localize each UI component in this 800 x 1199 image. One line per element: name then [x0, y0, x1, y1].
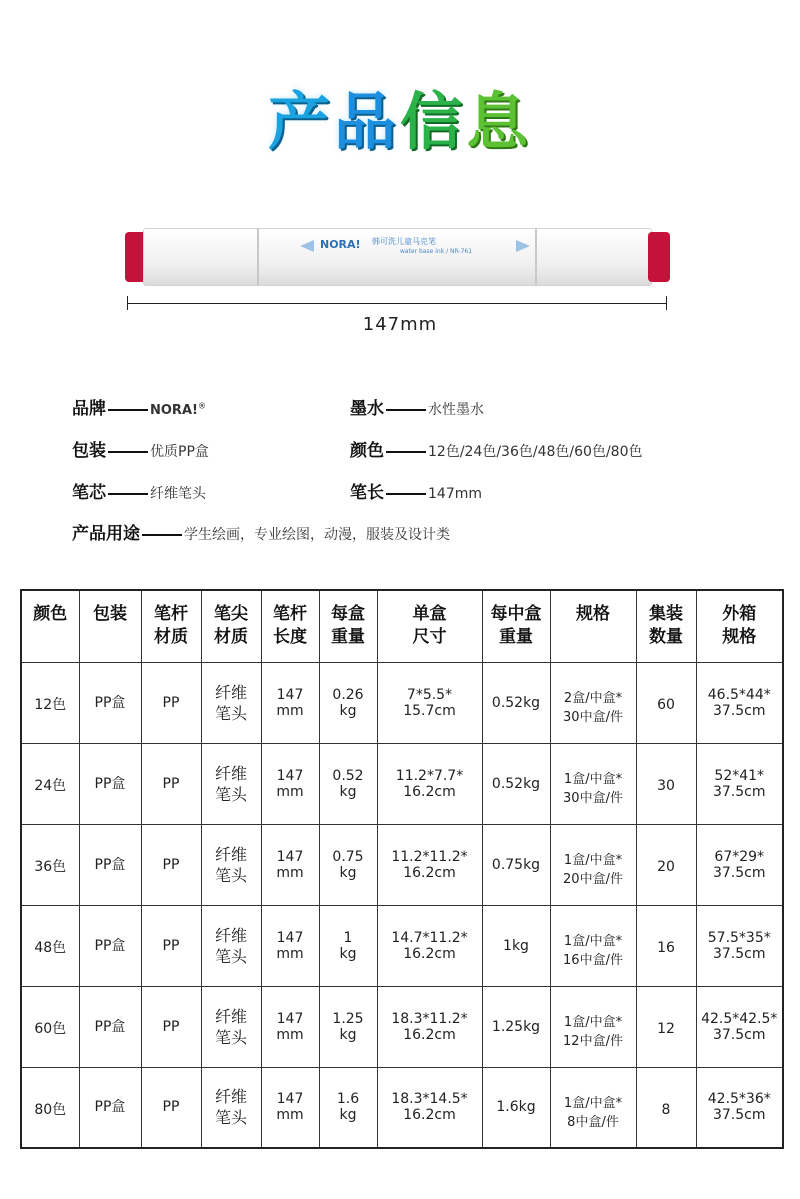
table-cell: [261, 986, 319, 1067]
cell-text: 1盒/中盒*: [563, 1095, 623, 1111]
marker-cap-right: [648, 232, 670, 282]
marker-pen-image: [125, 226, 670, 288]
table-cell: [319, 905, 377, 986]
page-title: [0, 72, 800, 161]
cell-text: 0.52: [332, 767, 364, 784]
table-cell: [550, 743, 636, 824]
cell-text: 1: [343, 929, 353, 946]
cell-text: 24色: [34, 777, 67, 794]
cell-text: 67*29*: [714, 848, 765, 865]
info-ink: [350, 394, 484, 419]
header-line: 外箱: [722, 604, 757, 625]
info-value: 12色/24色/36色/48色/60色/80色: [428, 444, 643, 460]
header-line: 数量: [649, 627, 683, 648]
table-cell: [636, 662, 696, 743]
table-cell: [482, 986, 550, 1067]
cell-text: 18.3*14.5*: [391, 1091, 468, 1108]
table-row: [21, 986, 783, 1067]
table-cell: [377, 986, 482, 1067]
table-cell: [377, 905, 482, 986]
info-value: 纤维笔头: [150, 486, 206, 502]
info-value: 优质PP盒: [150, 444, 209, 460]
table-cell: [696, 824, 783, 905]
table-header-cell: [141, 590, 201, 662]
cell-text: 60: [657, 696, 675, 713]
cell-text: 纤维: [214, 682, 247, 702]
table-cell: [636, 824, 696, 905]
table-header-cell: [636, 590, 696, 662]
table-cell: [261, 1067, 319, 1148]
cell-text: PP盒: [94, 856, 126, 873]
cell-text: 60色: [34, 1020, 67, 1037]
cell-text: 80色: [34, 1101, 67, 1118]
table-row: [21, 905, 783, 986]
cell-text: 纤维: [214, 1006, 247, 1026]
cell-text: PP: [162, 937, 180, 954]
table-header-row: [21, 590, 783, 662]
table-cell: [550, 905, 636, 986]
table-cell: [696, 1067, 783, 1148]
table-cell: [377, 1067, 482, 1148]
cell-text: 147: [276, 1010, 304, 1027]
table-cell: [482, 743, 550, 824]
dimension-line: [127, 303, 667, 304]
table-row: [21, 824, 783, 905]
info-brand: [72, 394, 206, 419]
table-cell: [319, 1067, 377, 1148]
cell-text: kg: [339, 945, 357, 962]
header-line: 集装: [649, 604, 683, 625]
table-cell: [79, 905, 141, 986]
cell-text: 11.2*7.7*: [395, 767, 464, 784]
cell-text: 37.5cm: [712, 1026, 766, 1043]
table-cell: [141, 905, 201, 986]
info-color: [350, 436, 642, 461]
info-length: [350, 478, 482, 503]
cell-text: kg: [339, 1026, 357, 1043]
cell-text: 16中盒/件: [563, 952, 623, 968]
info-use: [72, 519, 450, 544]
cell-text: 1kg: [503, 937, 529, 954]
table-cell: [482, 662, 550, 743]
cell-text: 147: [276, 848, 304, 865]
info-label: 品牌: [72, 399, 106, 419]
info-value: 水性墨水: [428, 402, 484, 418]
cell-text: 147: [276, 686, 304, 703]
header-line: 笔尖: [214, 604, 248, 625]
table-cell: [696, 986, 783, 1067]
cell-text: 16.2cm: [403, 864, 456, 881]
cell-text: 8中盒/件: [567, 1114, 619, 1130]
table-cell: [79, 662, 141, 743]
cell-text: PP盒: [94, 694, 126, 711]
cell-text: 11.2*11.2*: [391, 848, 468, 865]
cell-text: PP盒: [94, 1099, 126, 1116]
cell-text: 0.26: [332, 686, 364, 703]
cell-text: 笔头: [214, 865, 247, 885]
table-header-cell: [201, 590, 261, 662]
table-cell: [550, 662, 636, 743]
cell-text: PP盒: [94, 937, 126, 954]
cell-text: 笔头: [214, 1027, 247, 1047]
marker-brand: NORA!: [320, 238, 361, 251]
table-cell: [201, 662, 261, 743]
table-cell: [201, 905, 261, 986]
cell-text: 12: [657, 1020, 675, 1037]
title-char: 信: [400, 85, 467, 158]
cell-text: 16.2cm: [403, 1107, 456, 1124]
header-line: 规格: [576, 604, 610, 624]
header-line: 包装: [93, 604, 127, 624]
table-cell: [482, 905, 550, 986]
info-label: 笔芯: [72, 483, 106, 503]
header-line: 长度: [273, 627, 307, 648]
table-cell: [261, 905, 319, 986]
table-cell: [21, 905, 79, 986]
table-cell: [319, 986, 377, 1067]
header-line: 规格: [722, 627, 757, 648]
cell-text: 48色: [34, 939, 67, 956]
cell-text: 12中盒/件: [563, 1033, 623, 1049]
cell-text: PP: [162, 694, 180, 711]
cell-text: 37.5cm: [712, 864, 766, 881]
cell-text: 18.3*11.2*: [391, 1010, 468, 1027]
cell-text: PP: [162, 856, 180, 873]
table-header-cell: [550, 590, 636, 662]
cell-text: 42.5*36*: [707, 1091, 771, 1108]
cell-text: 42.5*42.5*: [701, 1010, 778, 1027]
table-cell: [377, 824, 482, 905]
cell-text: 纤维: [214, 763, 247, 783]
cell-text: 纤维: [214, 1087, 247, 1107]
cell-text: PP: [162, 1099, 180, 1116]
cell-text: 16: [657, 939, 675, 956]
table-cell: [550, 986, 636, 1067]
table-header-cell: [696, 590, 783, 662]
cell-text: 147: [276, 767, 304, 784]
table-cell: [141, 1067, 201, 1148]
cell-text: 0.52kg: [491, 775, 541, 792]
title-char: 产: [267, 85, 334, 158]
cell-text: 30中盒/件: [563, 790, 623, 806]
cell-text: mm: [276, 945, 304, 962]
cell-text: mm: [276, 1107, 304, 1124]
table-header-cell: [261, 590, 319, 662]
info-label: 产品用途: [72, 524, 140, 544]
table-cell: [696, 662, 783, 743]
cell-text: mm: [276, 864, 304, 881]
spec-table: [20, 589, 784, 1149]
cell-text: mm: [276, 1026, 304, 1043]
table-cell: [319, 662, 377, 743]
table-header-cell: [482, 590, 550, 662]
cell-text: PP盒: [94, 775, 126, 792]
table-header-cell: [21, 590, 79, 662]
cell-text: 0.75: [332, 848, 364, 865]
info-label: 墨水: [350, 399, 384, 419]
table-row: [21, 743, 783, 824]
marker-seam: [535, 228, 537, 286]
cell-text: 37.5cm: [712, 945, 766, 962]
table-cell: [636, 1067, 696, 1148]
table-cell: [319, 824, 377, 905]
table-cell: [696, 743, 783, 824]
header-line: 重量: [499, 627, 533, 648]
cell-text: 纤维: [214, 925, 247, 945]
table-header-cell: [377, 590, 482, 662]
cell-text: 37.5cm: [712, 702, 766, 719]
table-cell: [21, 1067, 79, 1148]
header-line: 颜色: [33, 604, 68, 624]
cell-text: 8: [661, 1101, 671, 1118]
cell-text: 笔头: [214, 946, 247, 966]
info-value: 147mm: [428, 486, 482, 502]
cell-text: PP: [162, 1018, 180, 1035]
cell-text: 笔头: [214, 703, 247, 723]
table-cell: [201, 986, 261, 1067]
table-cell: [21, 824, 79, 905]
table-cell: [201, 1067, 261, 1148]
cell-text: 57.5*35*: [707, 929, 771, 946]
title-char: 品: [333, 85, 400, 158]
cell-text: PP盒: [94, 1018, 126, 1035]
info-pack: [72, 436, 209, 461]
cell-text: 1.25: [332, 1010, 364, 1027]
info-label: 包装: [72, 441, 106, 461]
marker-seam: [257, 228, 259, 286]
table-cell: [141, 662, 201, 743]
table-cell: [141, 743, 201, 824]
cell-text: 147: [276, 1091, 304, 1108]
table-cell: [636, 743, 696, 824]
info-value: NORA!: [150, 403, 198, 418]
cell-text: 1盒/中盒*: [563, 1014, 623, 1030]
cell-text: kg: [339, 1107, 357, 1124]
table-row: [21, 662, 783, 743]
cell-text: 14.7*11.2*: [391, 929, 468, 946]
table-cell: [261, 743, 319, 824]
cell-text: 37.5cm: [712, 1107, 766, 1124]
cell-text: 7*5.5*: [406, 686, 453, 703]
cell-text: kg: [339, 702, 357, 719]
cell-text: 147: [276, 929, 304, 946]
table-cell: [201, 824, 261, 905]
header-line: 每中盒: [490, 604, 542, 625]
table-row: [21, 1067, 783, 1148]
info-label: 颜色: [350, 441, 384, 461]
cell-text: 笔头: [214, 784, 247, 804]
cell-text: 2盒/中盒*: [563, 690, 623, 706]
table-cell: [482, 824, 550, 905]
table-cell: [79, 743, 141, 824]
cell-text: 0.75kg: [491, 856, 541, 873]
table-cell: [377, 662, 482, 743]
cell-text: 20: [657, 858, 675, 875]
registered-mark: ®: [197, 401, 206, 411]
cell-text: 0.52kg: [491, 694, 541, 711]
table-header-cell: [79, 590, 141, 662]
cell-text: 52*41*: [714, 767, 765, 784]
table-header-cell: [319, 590, 377, 662]
info-core: [72, 478, 206, 503]
cell-text: 36色: [34, 858, 67, 875]
cell-text: 20中盒/件: [563, 871, 623, 887]
cell-text: 37.5cm: [712, 783, 766, 800]
title-char: 息: [466, 85, 533, 158]
info-value: 学生绘画，专业绘图，动漫，服装及设计类: [184, 527, 450, 543]
cell-text: 30: [657, 777, 675, 794]
cell-text: 12色: [34, 696, 67, 713]
table-cell: [636, 986, 696, 1067]
cell-text: 1.6kg: [496, 1099, 536, 1116]
table-cell: [261, 824, 319, 905]
table-cell: [21, 986, 79, 1067]
table-cell: [21, 662, 79, 743]
table-cell: [550, 824, 636, 905]
cell-text: 16.2cm: [403, 1026, 456, 1043]
header-line: 重量: [331, 627, 365, 648]
cell-text: 1.25kg: [491, 1018, 541, 1035]
table-cell: [201, 743, 261, 824]
cell-text: 1盒/中盒*: [563, 771, 623, 787]
cell-text: 笔头: [214, 1108, 247, 1128]
cell-text: 纤维: [214, 844, 247, 864]
table-cell: [482, 1067, 550, 1148]
marker-subtext: water base ink / NR-761: [400, 248, 473, 255]
cell-text: mm: [276, 702, 304, 719]
table-cell: [79, 824, 141, 905]
dimension-label: 147mm: [362, 314, 438, 335]
cell-text: 30中盒/件: [563, 709, 623, 725]
table-cell: [319, 743, 377, 824]
cell-text: 1盒/中盒*: [563, 933, 623, 949]
header-line: 单盒: [412, 604, 447, 625]
marker-text: 韩可洗儿童马克笔: [372, 237, 436, 246]
cell-text: PP: [162, 775, 180, 792]
cell-text: 46.5*44*: [707, 686, 771, 703]
cell-text: kg: [339, 864, 357, 881]
table-cell: [141, 986, 201, 1067]
table-cell: [550, 1067, 636, 1148]
header-line: 尺寸: [412, 627, 447, 648]
cell-text: 16.2cm: [403, 945, 456, 962]
header-line: 每盒: [331, 604, 365, 625]
cell-text: 1.6: [336, 1091, 360, 1108]
info-label: 笔长: [350, 483, 384, 503]
table-cell: [377, 743, 482, 824]
cell-text: 15.7cm: [403, 702, 456, 719]
cell-text: kg: [339, 783, 357, 800]
table-cell: [636, 905, 696, 986]
arrow-right-icon: [516, 240, 530, 252]
table-cell: [79, 1067, 141, 1148]
header-line: 笔杆: [273, 604, 307, 625]
dimension-tick-right: [666, 296, 667, 310]
cell-text: mm: [276, 783, 304, 800]
header-line: 材质: [154, 627, 188, 648]
cell-text: 16.2cm: [403, 783, 456, 800]
table-cell: [261, 662, 319, 743]
table-cell: [696, 905, 783, 986]
header-line: 笔杆: [154, 604, 188, 625]
table-cell: [79, 986, 141, 1067]
arrow-left-icon: [300, 240, 314, 252]
marker-label: [300, 234, 530, 264]
table-cell: [141, 824, 201, 905]
header-line: 材质: [214, 627, 248, 648]
cell-text: 1盒/中盒*: [563, 852, 623, 868]
table-cell: [21, 743, 79, 824]
